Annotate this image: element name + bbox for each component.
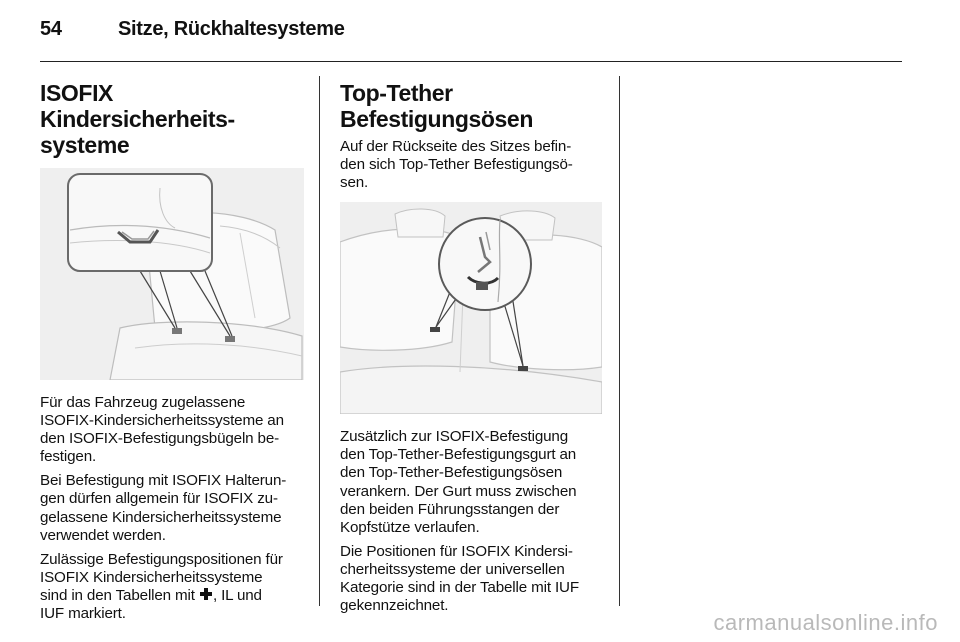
column-divider-1: [319, 76, 320, 606]
section-heading-top-tether: [340, 80, 606, 132]
text-line: den beiden Führungsstangen der: [340, 500, 560, 518]
text-line: den Top-Tether-Befestigungsgurt an: [340, 446, 577, 464]
text-line: IUF markiert.: [40, 605, 126, 623]
paragraph: [40, 394, 306, 466]
text-line: cherheitssysteme der universellen: [340, 560, 565, 578]
text-line: Zulässige Befestigungspositionen für: [40, 550, 283, 568]
text-line: den Top-Tether-Befestigungsösen: [340, 464, 563, 482]
text-line: ISOFIX Kindersicherheitssysteme: [40, 568, 263, 586]
text-line: Auf der Rückseite des Sitzes befin-: [340, 138, 572, 155]
text-line: Bei Befestigung mit ISOFIX Halterun-: [40, 472, 287, 490]
text-line: Die Positionen für ISOFIX Kindersi-: [340, 542, 573, 560]
top-tether-illustration: [340, 202, 602, 414]
text-line: ISOFIX-Kindersicherheitssysteme an: [40, 412, 284, 430]
text-line: gekennzeichnet.: [340, 597, 449, 615]
text-line: gen dürfen allgemein für ISOFIX zu-: [40, 490, 278, 508]
text-line: den ISOFIX-Befestigungsbügeln be-: [40, 430, 280, 448]
heading-line: systeme: [40, 132, 130, 158]
text-line: Für das Fahrzeug zugelassene: [40, 394, 246, 411]
column-divider-2: [619, 76, 620, 606]
text-line: festigen.: [40, 448, 97, 466]
text-line: verwendet werden.: [40, 526, 166, 544]
paragraph: [340, 138, 606, 192]
isofix-illustration: [40, 168, 304, 380]
text-line: verankern. Der Gurt muss zwischen: [340, 482, 577, 500]
page-number: 54: [40, 18, 62, 40]
header-rule: [40, 61, 902, 62]
text-line: , IL und: [212, 586, 262, 604]
paragraph: [40, 472, 306, 544]
paragraph: [340, 428, 606, 537]
section-heading-isofix: [40, 80, 306, 158]
text-line: Zusätzlich zur ISOFIX-Befestigung: [340, 428, 569, 446]
chapter-title: Sitze, Rückhaltesysteme: [118, 18, 345, 40]
text-line: Kategorie sind in der Tabelle mit IUF: [340, 579, 579, 597]
top-tether-text: [340, 428, 606, 615]
text-line: sen.: [340, 174, 369, 192]
heading-line: Befestigungsösen: [340, 106, 533, 132]
text-line: gelassene Kindersicherheitssysteme: [40, 508, 282, 526]
isofix-text: [40, 394, 306, 623]
column-top-tether: [340, 80, 606, 621]
text-line: den sich Top-Tether Befestigungsö-: [340, 156, 573, 174]
paragraph: [340, 543, 606, 615]
heading-line: ISOFIX Kindersicherheits-: [40, 80, 235, 132]
page-header: [0, 0, 960, 62]
text-line: Kopfstütze verlaufen.: [340, 518, 480, 536]
column-isofix: [40, 80, 306, 629]
text-line: sind in den Tabellen mit: [40, 586, 195, 604]
bold-plus-icon: [200, 588, 212, 600]
heading-line: Top-Tether: [340, 80, 453, 106]
watermark: carmanualsonline.info: [713, 610, 938, 635]
paragraph: [40, 551, 306, 623]
